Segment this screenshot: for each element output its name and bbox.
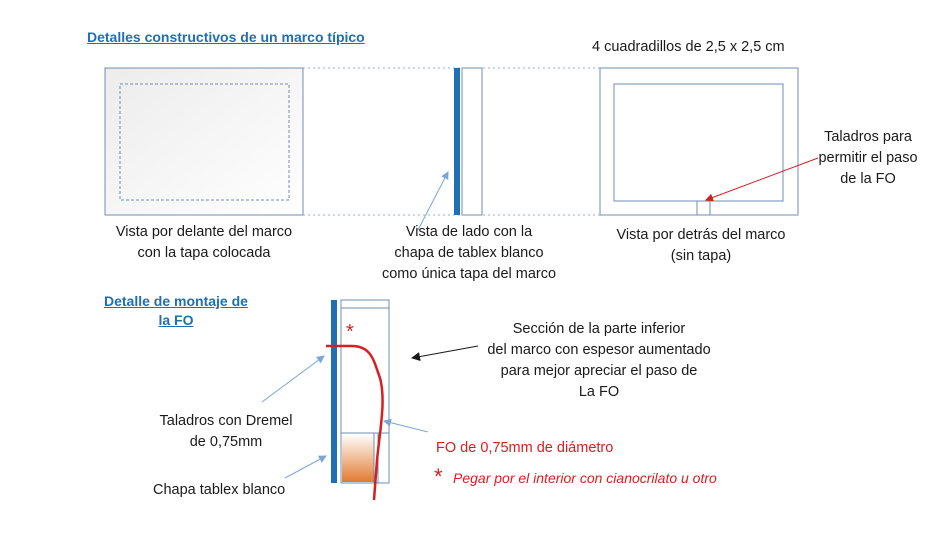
drill-note-line2: permitir el paso xyxy=(818,150,918,166)
dremel-arrow xyxy=(262,356,324,402)
front-view-caption xyxy=(100,222,308,264)
side-view-line3: como única tapa del marco xyxy=(381,266,557,282)
side-view-line1: Vista de lado con la xyxy=(405,224,533,240)
projection-lines xyxy=(303,68,600,215)
glue-note: Pegar por el interior con cianocrilato u otro xyxy=(453,470,717,486)
section-note-line1: Sección de la parte inferior xyxy=(512,321,686,337)
main-title: Detalles constructivos de un marco típico xyxy=(87,29,365,45)
diagram-asterisk: * xyxy=(346,321,354,343)
drill-note xyxy=(808,127,928,190)
section-note-line3: para mejor apreciar el paso de xyxy=(500,363,698,379)
back-view-frame xyxy=(600,68,798,215)
front-view-line2: con la tapa colocada xyxy=(137,245,271,261)
glue-asterisk: * xyxy=(434,464,443,489)
side-view-caption xyxy=(364,222,574,285)
fo-arrow xyxy=(384,421,428,432)
fo-label: FO de 0,75mm de diámetro xyxy=(436,440,614,456)
mount-title-line2: la FO xyxy=(158,312,194,328)
section-note xyxy=(474,319,724,403)
side-view-frame xyxy=(454,68,482,215)
dremel-note-line1: Taladros con Dremel xyxy=(159,413,293,429)
section-note-line4: La FO xyxy=(578,384,620,400)
mount-title xyxy=(104,293,248,328)
back-view-caption xyxy=(596,225,806,267)
dremel-note-line2: de 0,75mm xyxy=(189,434,263,450)
front-view-frame xyxy=(105,68,303,215)
section-note-line2: del marco con espesor aumentado xyxy=(487,342,711,358)
tablex-arrow xyxy=(285,456,326,478)
drill-note-line1: Taladros para xyxy=(824,129,912,145)
tablex-label: Chapa tablex blanco xyxy=(153,482,286,498)
dremel-note xyxy=(146,411,306,453)
front-view-line1: Vista por delante del marco xyxy=(115,224,293,240)
drill-note-line3: de la FO xyxy=(840,171,896,187)
section-arrow xyxy=(412,346,478,358)
mount-title-line1: Detalle de montaje de xyxy=(104,293,248,309)
grid-note: 4 cuadradillos de 2,5 x 2,5 cm xyxy=(592,39,785,55)
back-view-line1: Vista por detrás del marco xyxy=(616,227,786,243)
side-view-line2: chapa de tablex blanco xyxy=(394,245,544,261)
section-detail xyxy=(331,300,389,483)
back-view-line2: (sin tapa) xyxy=(670,248,732,264)
